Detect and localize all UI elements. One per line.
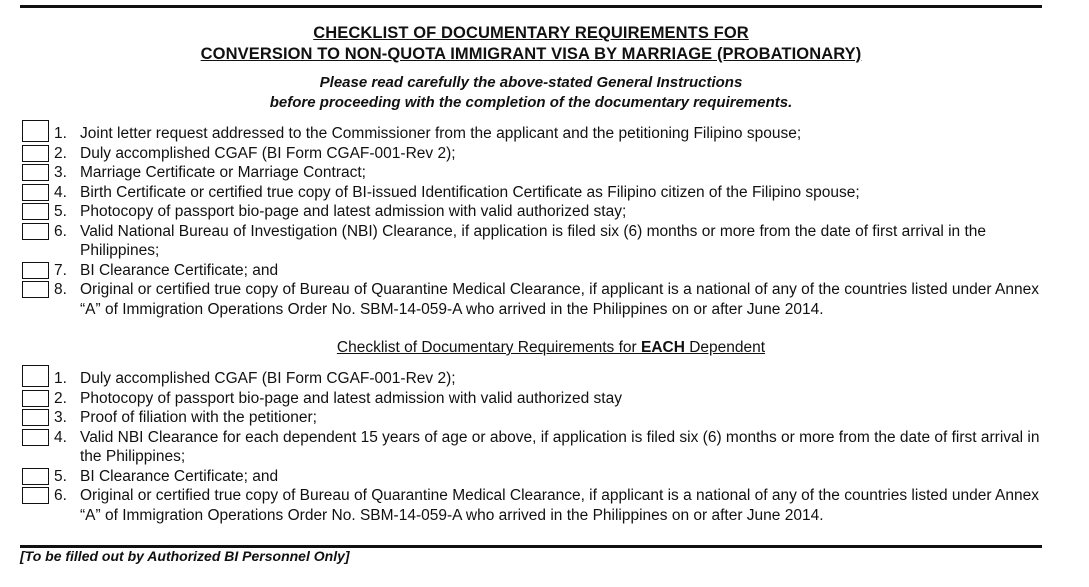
- checkbox[interactable]: [22, 390, 49, 407]
- item-number: 4.: [54, 183, 67, 201]
- dependent-requirement-item: [20, 369, 1050, 389]
- item-number: 6.: [54, 222, 67, 240]
- item-number: 3.: [54, 409, 67, 426]
- footer-note: [To be filled out by Authorized BI Personnel Only]: [20, 548, 350, 564]
- item-text: Photocopy of passport bio-page and latest admission with valid authorized stay;: [80, 203, 627, 220]
- item-text: Joint letter request addressed to the Commissioner from the applicant and the petitioning Filipino spouse;: [80, 125, 802, 142]
- item-number: 4.: [54, 428, 67, 446]
- item-number: 1.: [54, 125, 67, 142]
- document-title-line-2: CONVERSION TO NON-QUOTA IMMIGRANT VISA BY MARRIAGE (PROBATIONARY): [200, 45, 862, 63]
- requirement-item: [20, 183, 1050, 203]
- checkbox[interactable]: [22, 429, 49, 446]
- dependent-requirement-item: [20, 408, 1050, 428]
- item-text: BI Clearance Certificate; and: [80, 467, 279, 485]
- item-text: BI Clearance Certificate; and: [80, 261, 279, 279]
- item-text: Original or certified true copy of Bureau of Quarantine Medical Clearance, if applicant is a national of any of the countries listed under Annex “A” of Immigration Operations Order No. SBM-14-059-A who arrived in the Philippines on or after June 2014.: [80, 487, 1039, 524]
- checkbox[interactable]: [22, 468, 49, 485]
- checkbox[interactable]: [22, 164, 49, 181]
- instruction-line-2: before proceeding with the completion of the documentary requirements.: [269, 94, 793, 111]
- checkbox[interactable]: [22, 487, 49, 504]
- item-number: 2.: [54, 389, 67, 407]
- item-text: Original or certified true copy of Bureau of Quarantine Medical Clearance, if applicant is a national of any of the countries listed under Annex “A” of Immigration Operations Order No. SBM-14-059-A who arrived in the Philippines on or after June 2014.: [80, 281, 1039, 318]
- checkbox[interactable]: [22, 184, 49, 201]
- checkbox[interactable]: [22, 120, 49, 142]
- checkbox[interactable]: [22, 223, 49, 240]
- requirement-item: [20, 163, 1050, 183]
- item-text: Photocopy of passport bio-page and latest admission with valid authorized stay: [80, 389, 622, 407]
- item-number: 1.: [54, 370, 67, 387]
- requirement-item: [20, 144, 1050, 164]
- item-text: Birth Certificate or certified true copy of BI-issued Identification Certificate as Filipino citizen of the Filipino spouse;: [80, 183, 860, 201]
- item-number: 6.: [54, 487, 67, 504]
- checkbox[interactable]: [22, 145, 49, 162]
- main-requirements-checklist: [20, 124, 1050, 319]
- instruction-line-1: Please read carefully the above-stated General Instructions: [319, 74, 743, 91]
- dependent-heading-suffix: Dependent: [684, 339, 766, 356]
- item-text: Proof of filiation with the petitioner;: [80, 409, 317, 426]
- checkbox[interactable]: [22, 281, 49, 298]
- checkbox[interactable]: [22, 365, 49, 387]
- dependent-heading-emphasis: EACH: [641, 339, 685, 356]
- item-text: Valid NBI Clearance for each dependent 15 years of age or above, if application is filed six (6) months or more from the date of first arrival in the Philippines;: [80, 428, 1040, 465]
- top-rule: [20, 5, 1042, 8]
- checkbox[interactable]: [22, 262, 49, 279]
- requirement-item: [20, 261, 1050, 281]
- item-number: 5.: [54, 203, 67, 220]
- dependent-requirement-item: [20, 428, 1050, 467]
- requirement-item: [20, 280, 1050, 319]
- item-text: Duly accomplished CGAF (BI Form CGAF-001-Rev 2);: [80, 144, 456, 162]
- item-number: 2.: [54, 144, 67, 162]
- requirement-item: [20, 222, 1050, 261]
- item-number: 5.: [54, 467, 67, 485]
- checkbox[interactable]: [22, 409, 49, 426]
- dependent-requirement-item: [20, 467, 1050, 487]
- requirement-item: [20, 202, 1050, 222]
- checkbox[interactable]: [22, 203, 49, 220]
- item-text: Valid National Bureau of Investigation (NBI) Clearance, if application is filed six (6) months or more from the date of first arrival in the Philippines;: [80, 222, 987, 259]
- item-number: 3.: [54, 164, 67, 181]
- document-title-line-1: CHECKLIST OF DOCUMENTARY REQUIREMENTS FOR: [313, 24, 749, 42]
- dependent-heading-prefix: Checklist of Documentary Requirements for: [336, 339, 641, 356]
- item-text: Marriage Certificate or Marriage Contract;: [80, 164, 366, 181]
- item-number: 7.: [54, 261, 67, 279]
- requirement-item: [20, 124, 1050, 144]
- dependent-checklist-heading: [0, 339, 1089, 357]
- dependent-requirements-checklist: [20, 369, 1050, 525]
- dependent-requirement-item: [20, 389, 1050, 409]
- item-text: Duly accomplished CGAF (BI Form CGAF-001-Rev 2);: [80, 370, 456, 387]
- dependent-requirement-item: [20, 486, 1050, 525]
- item-number: 8.: [54, 281, 67, 298]
